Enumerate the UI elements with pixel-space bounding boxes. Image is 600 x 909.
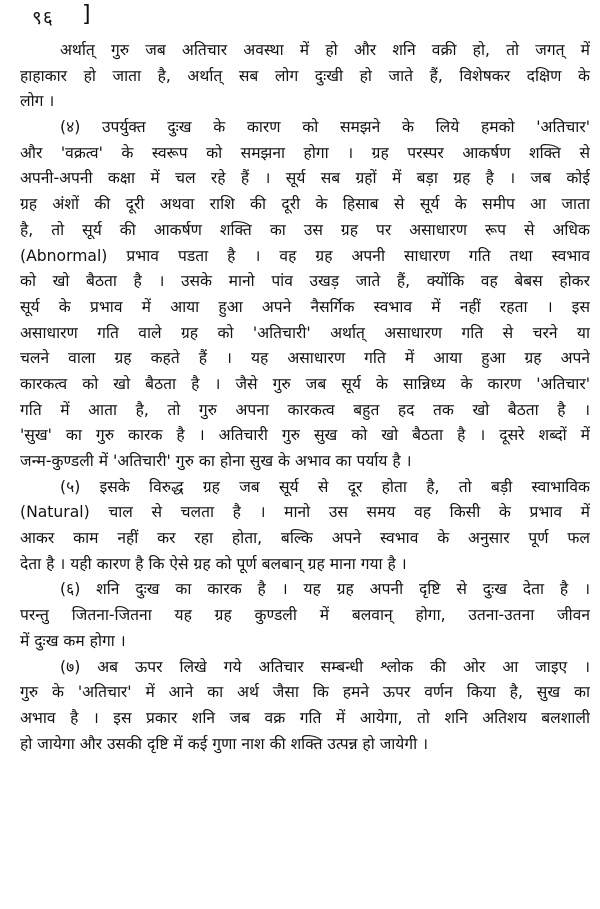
text-line: और 'वक्रत्व' के स्वरूप को समझना होगा । ग्रह परस्पर आकर्षण शक्ति से xyxy=(20,143,590,162)
text-line: अभाव है । इस प्रकार शनि जब वक्र गति में आयेगा, तो शनि अतिशय बलशाली xyxy=(20,708,590,727)
text-line: हो जायेगा और उसकी दृष्टि में कई गुणा नाश की शक्ति उत्पन्न हो जायेगी । xyxy=(20,734,429,753)
text-line: जन्म-कुण्डली में 'अतिचारी' गुरु का होना सुख के अभाव का पर्याय है । xyxy=(20,452,412,470)
text-line: (६) शनि दुःख का कारक है । यह ग्रह अपनी दृष्टि से दुःख देता है । xyxy=(60,580,590,599)
text-line: में दुःख कम होगा । xyxy=(20,631,126,650)
body-text xyxy=(20,38,590,757)
text-line: 'सुख' का गुरु कारक है । अतिचारी गुरु सुख को खो बैठता है । दूसरे शब्दों में xyxy=(20,426,590,445)
text-line: गति में आता है, तो गुरु अपना कारकत्व बहुत हद तक खो बैठता है । xyxy=(20,400,590,419)
text-line: हाहाकार हो जाता है, अर्थात् सब लोग दुःखी हो जाते हैं, विशेषकर दक्षिण के xyxy=(20,66,590,85)
page-number: ९६ xyxy=(32,7,54,29)
text-line: अर्थात् गुरु जब अतिचार अवस्था में हो और शनि वक्री हो, तो जगत् में xyxy=(60,41,590,59)
header-bracket: ] xyxy=(82,2,91,27)
text-line: (Abnormal) प्रभाव पडता है । वह ग्रह अपनी साधारण गति तथा स्वभाव xyxy=(20,246,590,265)
text-line: अपनी-अपनी कक्षा में चल रहे हैं । सूर्य सब ग्रहों में बड़ा ग्रह है । जब कोई xyxy=(20,169,590,188)
text-line: आकर काम नहीं कर रहा होता, बल्कि अपने स्वभाव के अनुसार पूर्ण फल xyxy=(20,529,590,548)
text-line: गुरु के 'अतिचार' में आने का अर्थ जैसा कि हमने ऊपर वर्णन किया है, सुख का xyxy=(20,683,590,702)
text-line: सूर्य के प्रभाव में आया हुआ अपने नैसर्गिक स्वभाव में नहीं रहता । इस xyxy=(20,297,590,316)
text-line: देता है । यही कारण है कि ऐसे ग्रह को पूर्ण बलबान् ग्रह माना गया है । xyxy=(20,554,407,573)
text-line: लोग । xyxy=(20,92,55,111)
text-line: असाधारण गति वाले ग्रह को 'अतिचारी' अर्थात् असाधारण गति से चरने या xyxy=(20,323,590,342)
text-line: को खो बैठता है । उसके मानो पांव उखड़ जाते हैं, क्योंकि वह बेबस होकर xyxy=(20,272,590,291)
text-line: (७) अब ऊपर लिखे गये अतिचार सम्बन्धी श्लोक की ओर आ जाइए । xyxy=(60,657,590,676)
text-line: चलने वाला ग्रह कहते हैं । यह असाधारण गति में आया हुआ ग्रह अपने xyxy=(20,349,590,368)
text-line: (४) उपर्युक्त दुःख के कारण को समझने के लिये हमको 'अतिचार' xyxy=(60,118,590,137)
text-line: परन्तु जितना-जितना यह ग्रह कुण्डली में बलवान् होगा, उतना-उतना जीवन xyxy=(20,606,590,625)
text-line: ग्रह अंशों की दूरी अथवा राशि की दूरी के हिसाब से सूर्य के समीप आ जाता xyxy=(20,195,590,214)
text-line: है, तो सूर्य की आकर्षण शक्ति का उस ग्रह पर असाधारण रूप से अधिक xyxy=(20,220,590,239)
text-line: (५) इसके विरुद्ध ग्रह जब सूर्य से दूर होता है, तो बड़ी स्वाभाविक xyxy=(60,477,590,496)
text-line: कारकत्व को खो बैठता है । जैसे गुरु जब सूर्य के सान्निध्य के कारण 'अतिचार' xyxy=(20,374,590,393)
text-line: (Natural) चाल से चलता है । मानो उस समय वह किसी के प्रभाव में xyxy=(20,503,590,522)
